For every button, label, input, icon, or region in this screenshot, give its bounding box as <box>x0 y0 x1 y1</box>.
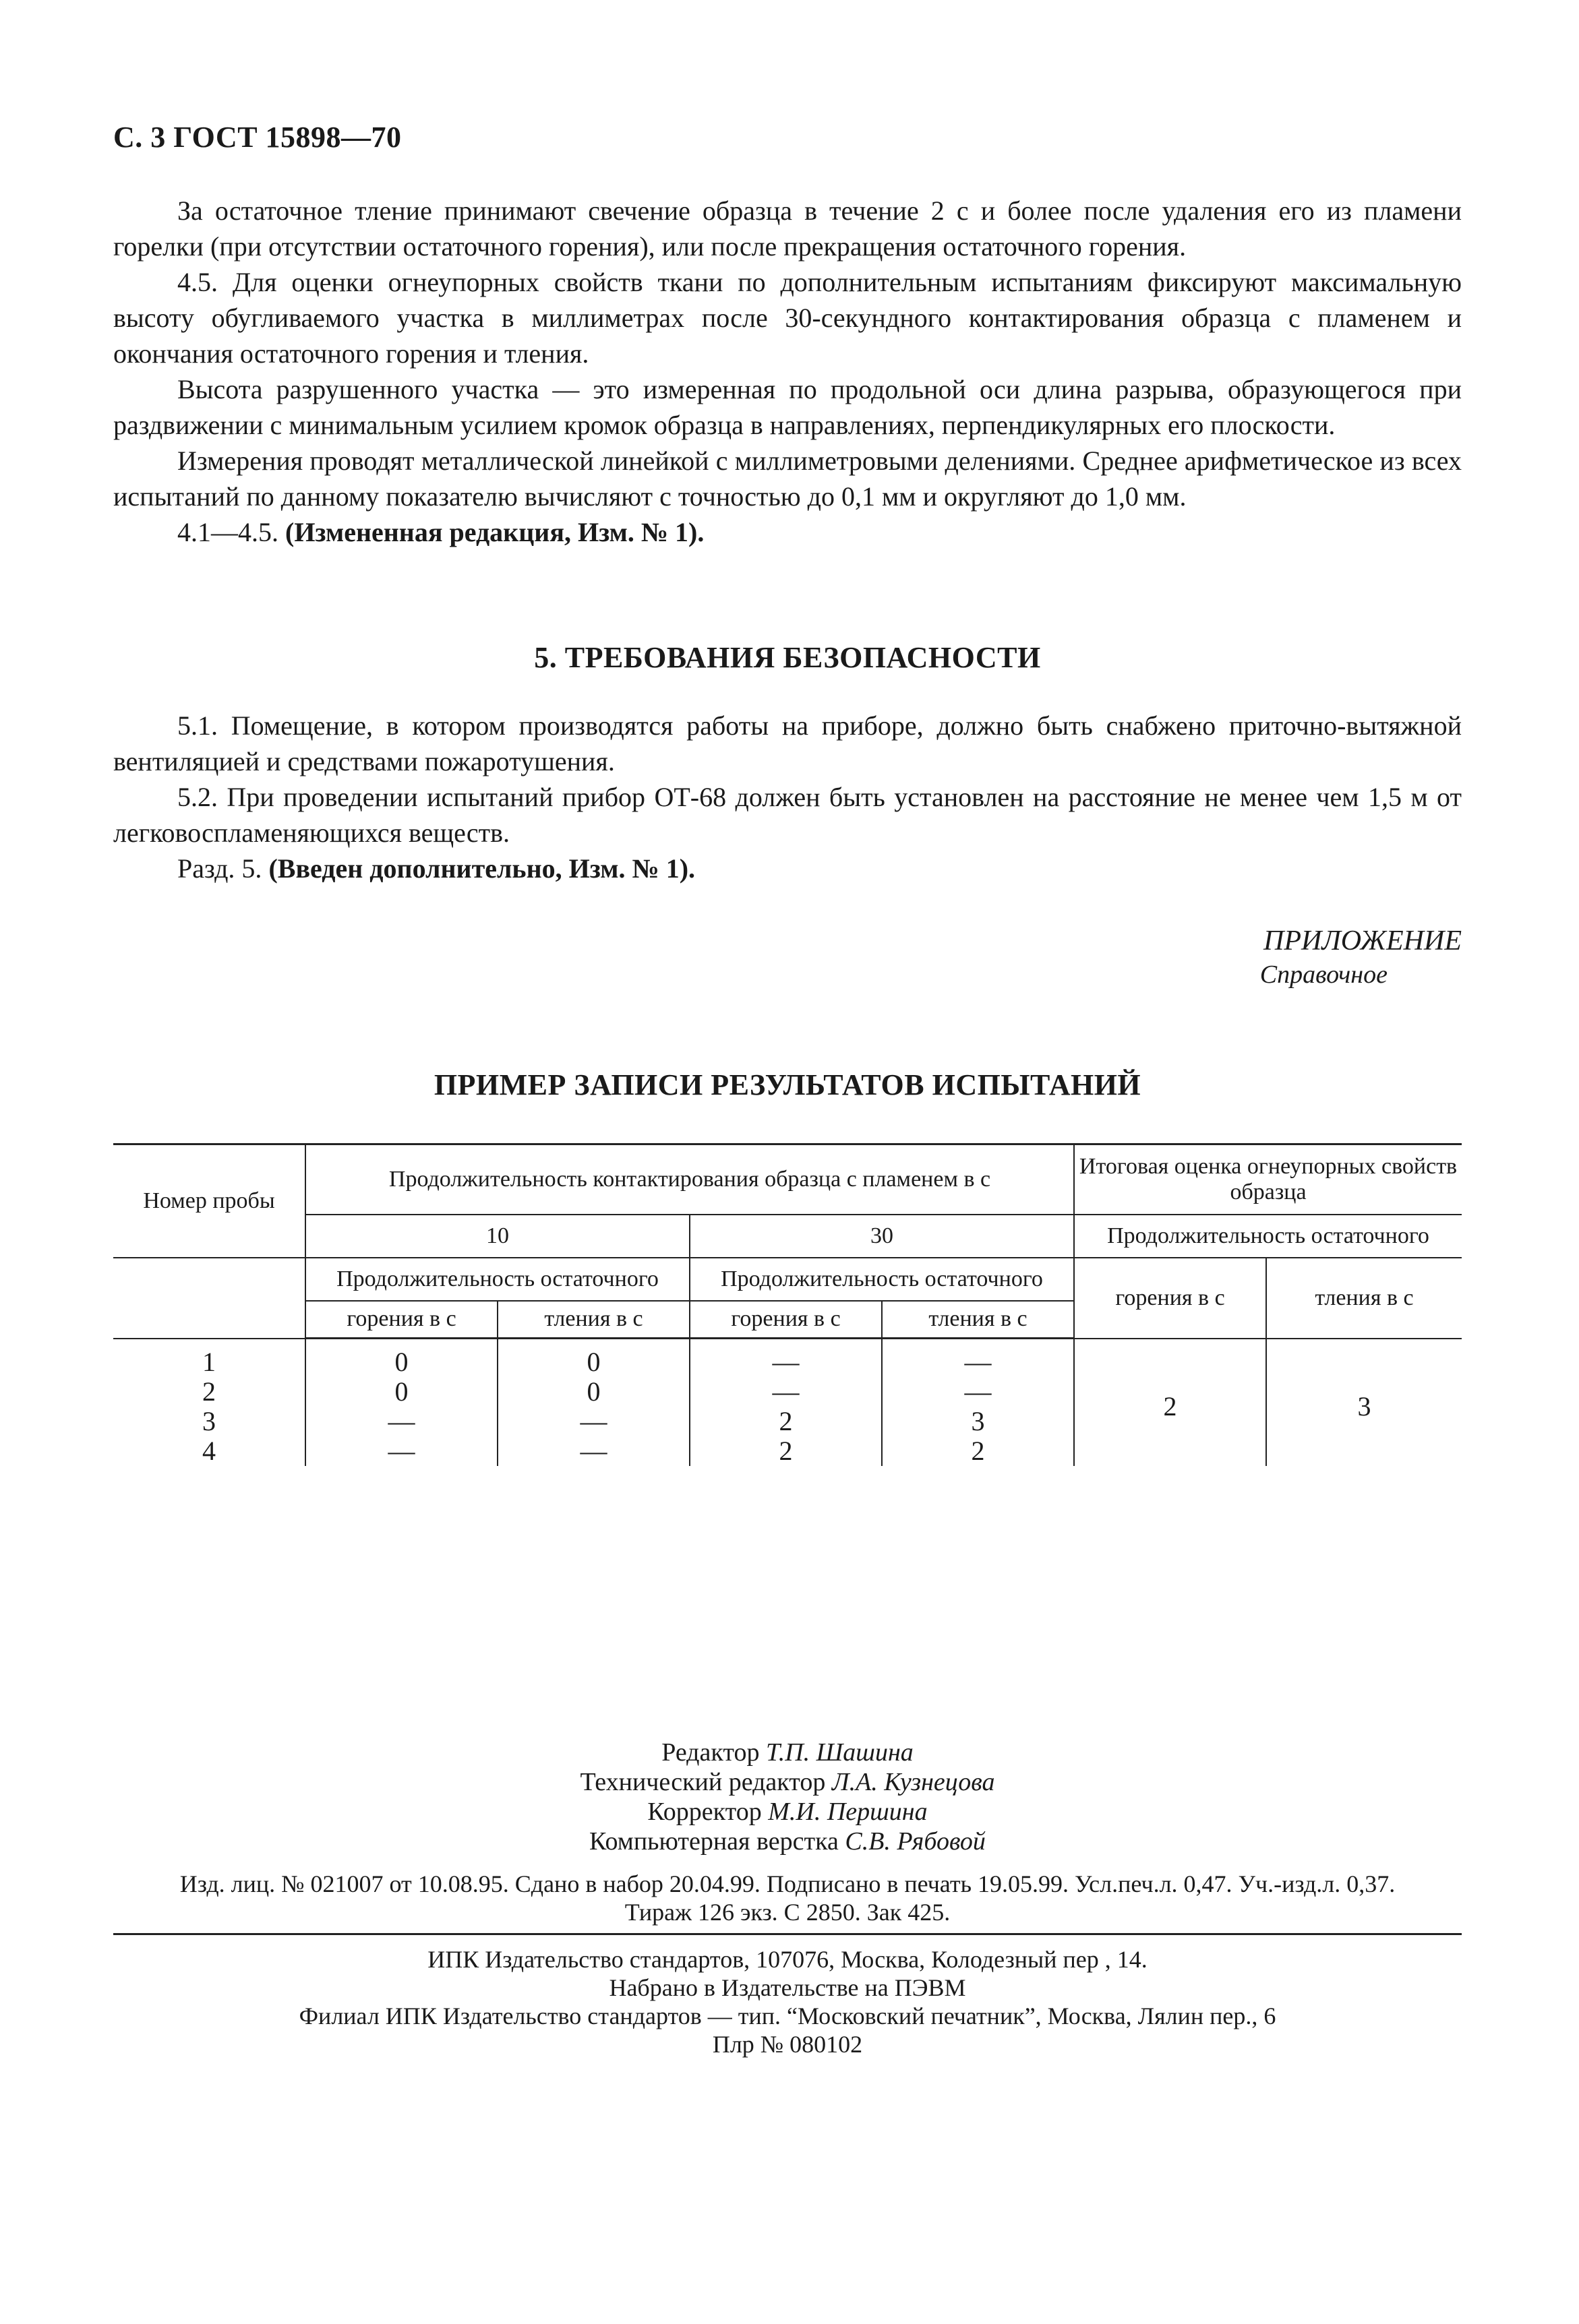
publisher-line-4: Плр № 080102 <box>712 2031 863 2058</box>
appendix-label <box>1260 925 1462 989</box>
header-final-smoldering: тления в с <box>1266 1258 1462 1339</box>
credit-layout-name: С.В. Рябовой <box>845 1827 986 1856</box>
cell-burning-10: 0 <box>305 1339 498 1378</box>
cell-smoldering-10: — <box>498 1407 690 1436</box>
amendment-5-ref: Разд. 5. <box>177 853 269 884</box>
paragraph-amendment-4 <box>113 514 1462 550</box>
cell-burning-30: 2 <box>690 1407 882 1436</box>
section-5-text <box>113 708 1462 886</box>
page-header: С. 3 ГОСТ 15898—70 <box>113 121 402 154</box>
header-final-assessment: Итоговая оценка огнеупорных свойств образца <box>1074 1144 1462 1215</box>
header-final-burning: горения в с <box>1074 1258 1266 1339</box>
header-10s-burning: горения в с <box>305 1301 498 1339</box>
cell-final-burning: 2 <box>1074 1339 1266 1467</box>
credit-corrector-name: М.И. Першина <box>768 1798 928 1826</box>
credit-editor-role: Редактор <box>661 1738 766 1767</box>
cell-smoldering-10: — <box>498 1436 690 1466</box>
credit-corrector <box>113 1797 1462 1827</box>
amendment-4-note: (Измененная редакция, Изм. № 1). <box>285 517 705 547</box>
amendment-5-note: (Введен дополнительно, Изм. № 1). <box>268 853 696 884</box>
cell-smoldering-10: 0 <box>498 1377 690 1407</box>
imprint-line-2: Тираж 126 экз. С 2850. Зак 425. <box>624 1899 951 1926</box>
cell-sample: 4 <box>113 1436 305 1466</box>
imprint-block <box>113 1870 1462 1926</box>
header-10s: 10 <box>305 1215 690 1258</box>
header-30s-residual: Продолжительность остаточного <box>690 1258 1074 1301</box>
section-5-title: 5. ТРЕБОВАНИЯ БЕЗОПАСНОСТИ <box>534 641 1041 674</box>
credits-block <box>113 1738 1462 1856</box>
header-contact-duration: Продолжительность контактирования образца с пламенем в с <box>305 1144 1074 1215</box>
paragraph-residual-smoldering: За остаточное тление принимают свечение образца в течение 2 с и более после удаления его из пламени горелки (при отсутствии остаточного горения), или после прекращения остаточного горения. <box>113 195 1462 262</box>
publisher-line-3: Филиал ИПК Издательство стандартов — тип. “Московский печатник”, Москва, Лялин пер., 6 <box>299 2002 1276 2029</box>
appendix-type: Справочное <box>1259 960 1388 989</box>
header-final-residual: Продолжительность остаточного <box>1074 1215 1462 1258</box>
credit-layout <box>113 1827 1462 1856</box>
section-4-text <box>113 193 1462 550</box>
header-sample-number: Номер пробы <box>113 1144 305 1258</box>
credit-layout-role: Компьютерная верстка <box>589 1827 845 1856</box>
cell-burning-10: — <box>305 1436 498 1466</box>
cell-sample: 1 <box>113 1339 305 1378</box>
cell-sample: 2 <box>113 1377 305 1407</box>
table-row <box>113 1339 1462 1378</box>
publisher-block <box>113 1945 1462 2058</box>
header-30s: 30 <box>690 1215 1074 1258</box>
cell-smoldering-30: 2 <box>882 1436 1074 1466</box>
cell-smoldering-30: — <box>882 1339 1074 1378</box>
divider-rule <box>113 1933 1462 1935</box>
paragraph-4-5: 4.5. Для оценки огнеупорных свойств ткани по дополнительным испытаниям фиксируют максимальную высоту обугливаемого участка в миллиметрах после 30-секундного контактирования образца с пламенем и окончания остаточного горения и тления. <box>113 267 1462 369</box>
publisher-line-2: Набрано в Издательстве на ПЭВМ <box>609 1974 966 2001</box>
imprint-line-1: Изд. лиц. № 021007 от 10.08.95. Сдано в набор 20.04.99. Подписано в печать 19.05.99. Усл.печ.л. 0,47. Уч.-изд.л. 0,37. <box>179 1870 1396 1897</box>
credit-editor-name: Т.П. Шашина <box>765 1738 914 1767</box>
cell-burning-30: — <box>690 1339 882 1378</box>
cell-final-smoldering: 3 <box>1266 1339 1462 1467</box>
header-10s-smoldering: тления в с <box>498 1301 690 1339</box>
cell-burning-30: — <box>690 1377 882 1407</box>
credit-editor <box>113 1738 1462 1767</box>
credit-tech-editor <box>113 1767 1462 1797</box>
header-10s-residual: Продолжительность остаточного <box>305 1258 690 1301</box>
table-title: ПРИМЕР ЗАПИСИ РЕЗУЛЬТАТОВ ИСПЫТАНИЙ <box>434 1068 1141 1101</box>
cell-burning-10: — <box>305 1407 498 1436</box>
paragraph-5-2: 5.2. При проведении испытаний прибор ОТ-68 должен быть установлен на расстояние не менее чем 1,5 м от легковоспламеняющихся веществ. <box>113 782 1462 848</box>
appendix-title: ПРИЛОЖЕНИЕ <box>1263 925 1462 956</box>
header-30s-burning: горения в с <box>690 1301 882 1339</box>
header-sample-blank <box>113 1258 305 1339</box>
cell-sample: 3 <box>113 1407 305 1436</box>
paragraph-measurements: Измерения проводят металлической линейкой с миллиметровыми делениями. Среднее арифметическое из всех испытаний по данному показателю вычисляют с точностью до 0,1 мм и округляют до 1,0 мм. <box>113 446 1462 512</box>
paragraph-5-1: 5.1. Помещение, в котором производятся работы на приборе, должно быть снабжено приточно-вытяжной вентиляцией и средствами пожаротушения. <box>113 710 1462 776</box>
credit-corrector-role: Корректор <box>647 1798 769 1826</box>
credit-tech-name: Л.А. Кузнецова <box>831 1768 995 1796</box>
amendment-4-ref: 4.1—4.5. <box>177 517 285 547</box>
paragraph-destroyed-height: Высота разрушенного участка — это измеренная по продольной оси длина разрыва, образующегося при раздвижении с минимальным усилием кромок образца в направлениях, перпендикулярных его плоскости. <box>113 374 1462 440</box>
cell-burning-10: 0 <box>305 1377 498 1407</box>
results-table <box>113 1143 1462 1466</box>
cell-smoldering-10: 0 <box>498 1339 690 1378</box>
paragraph-amendment-5 <box>113 851 1462 886</box>
publisher-line-1: ИПК Издательство стандартов, 107076, Москва, Колодезный пер , 14. <box>427 1946 1148 1973</box>
header-30s-smoldering: тления в с <box>882 1301 1074 1339</box>
cell-burning-30: 2 <box>690 1436 882 1466</box>
cell-smoldering-30: 3 <box>882 1407 1074 1436</box>
cell-smoldering-30: — <box>882 1377 1074 1407</box>
credit-tech-role: Технический редактор <box>580 1768 832 1796</box>
